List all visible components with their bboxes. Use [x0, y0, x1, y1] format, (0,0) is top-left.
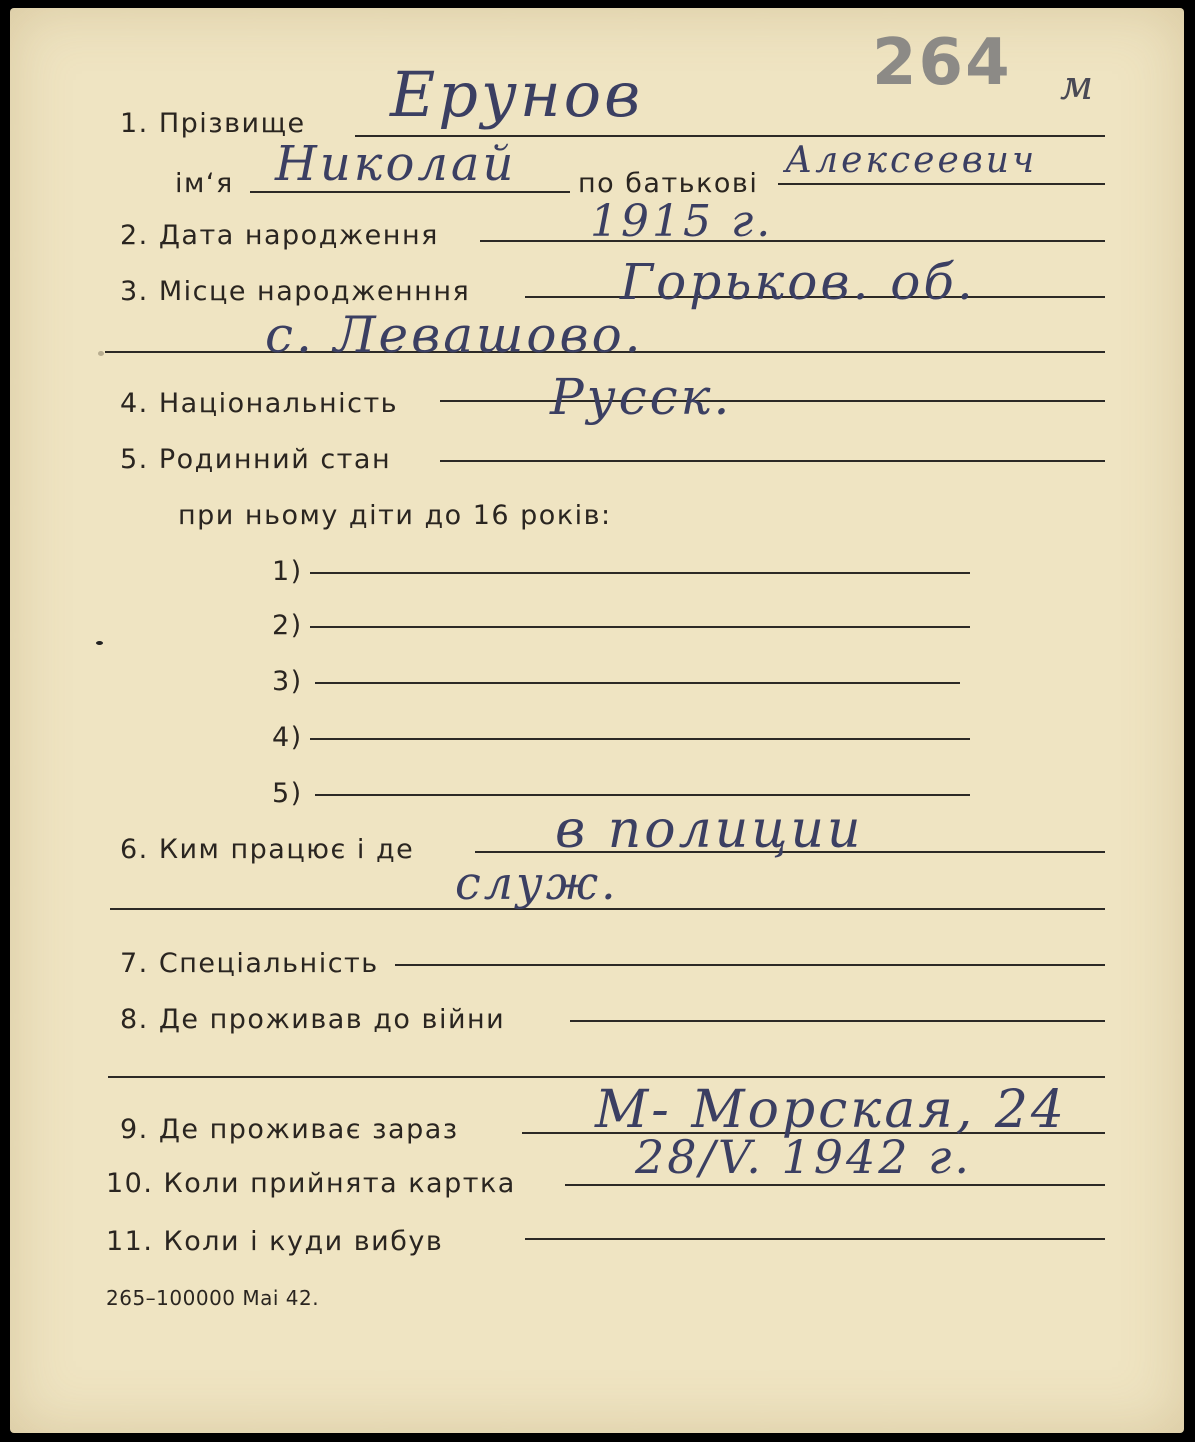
nationality-value: Русск.: [550, 368, 733, 426]
child-1-label: 1): [272, 556, 303, 587]
child-3-line: [315, 682, 960, 684]
work-value-2: служ.: [455, 856, 619, 910]
birth-date-label: 2. Дата народження: [120, 220, 439, 251]
work-label: 6. Ким працює і де: [120, 834, 415, 865]
nationality-label: 4. Національність: [120, 388, 399, 419]
prewar-residence-label: 8. Де проживав до війни: [120, 1004, 506, 1035]
registration-card: [10, 8, 1184, 1433]
child-5-line: [315, 794, 970, 796]
ink-speck: [98, 351, 104, 356]
card-accepted-line: [565, 1184, 1105, 1186]
first-name-value: Николай: [275, 136, 517, 192]
child-5-label: 5): [272, 778, 303, 809]
surname-value: Ерунов: [390, 58, 644, 131]
child-4-label: 4): [272, 722, 303, 753]
departure-label: 11. Коли і куди вибув: [106, 1226, 444, 1257]
departure-line: [525, 1238, 1105, 1240]
current-residence-label: 9. Де проживає зараз: [120, 1114, 459, 1145]
nationality-line: [440, 400, 1105, 402]
card-accepted-value: 28/V. 1942 г.: [635, 1130, 973, 1184]
birth-date-line: [480, 240, 1105, 242]
birth-date-value: 1915 г.: [590, 196, 774, 247]
child-3-label: 3): [272, 666, 303, 697]
first-name-label: ім‘я: [175, 168, 234, 199]
children-label: при ньому діти до 16 років:: [178, 500, 612, 531]
patronymic-value: Алексеевич: [785, 140, 1038, 181]
prewar-residence-line: [570, 1020, 1105, 1022]
marital-status-line: [440, 460, 1105, 462]
specialty-line: [395, 964, 1105, 966]
specialty-label: 7. Спеціальність: [120, 948, 379, 979]
archive-number-suffix: м: [1060, 63, 1097, 109]
ink-speck: [96, 641, 103, 645]
current-residence-value: М- Морская, 24: [595, 1080, 1068, 1140]
card-accepted-label: 10. Коли прийнята картка: [106, 1168, 516, 1199]
child-2-label: 2): [272, 610, 303, 641]
child-4-line: [310, 738, 970, 740]
prewar-residence-line-2: [108, 1076, 1105, 1078]
print-run-footer: 265–100000 Mai 42.: [106, 1286, 320, 1310]
child-1-line: [310, 572, 970, 574]
patronymic-line: [778, 183, 1105, 185]
archive-number: 264: [872, 26, 1012, 100]
birth-place-value-1: Горьков. об.: [620, 253, 976, 311]
child-2-line: [310, 626, 970, 628]
marital-status-label: 5. Родинний стан: [120, 444, 392, 475]
patronymic-label: по батькові: [578, 168, 759, 199]
work-value-1: в полиции: [555, 800, 864, 860]
birth-place-value-2: с. Левашово.: [265, 306, 644, 364]
birth-place-label: 3. Місце народженння: [120, 276, 471, 307]
surname-label: 1. Прізвище: [120, 108, 306, 139]
